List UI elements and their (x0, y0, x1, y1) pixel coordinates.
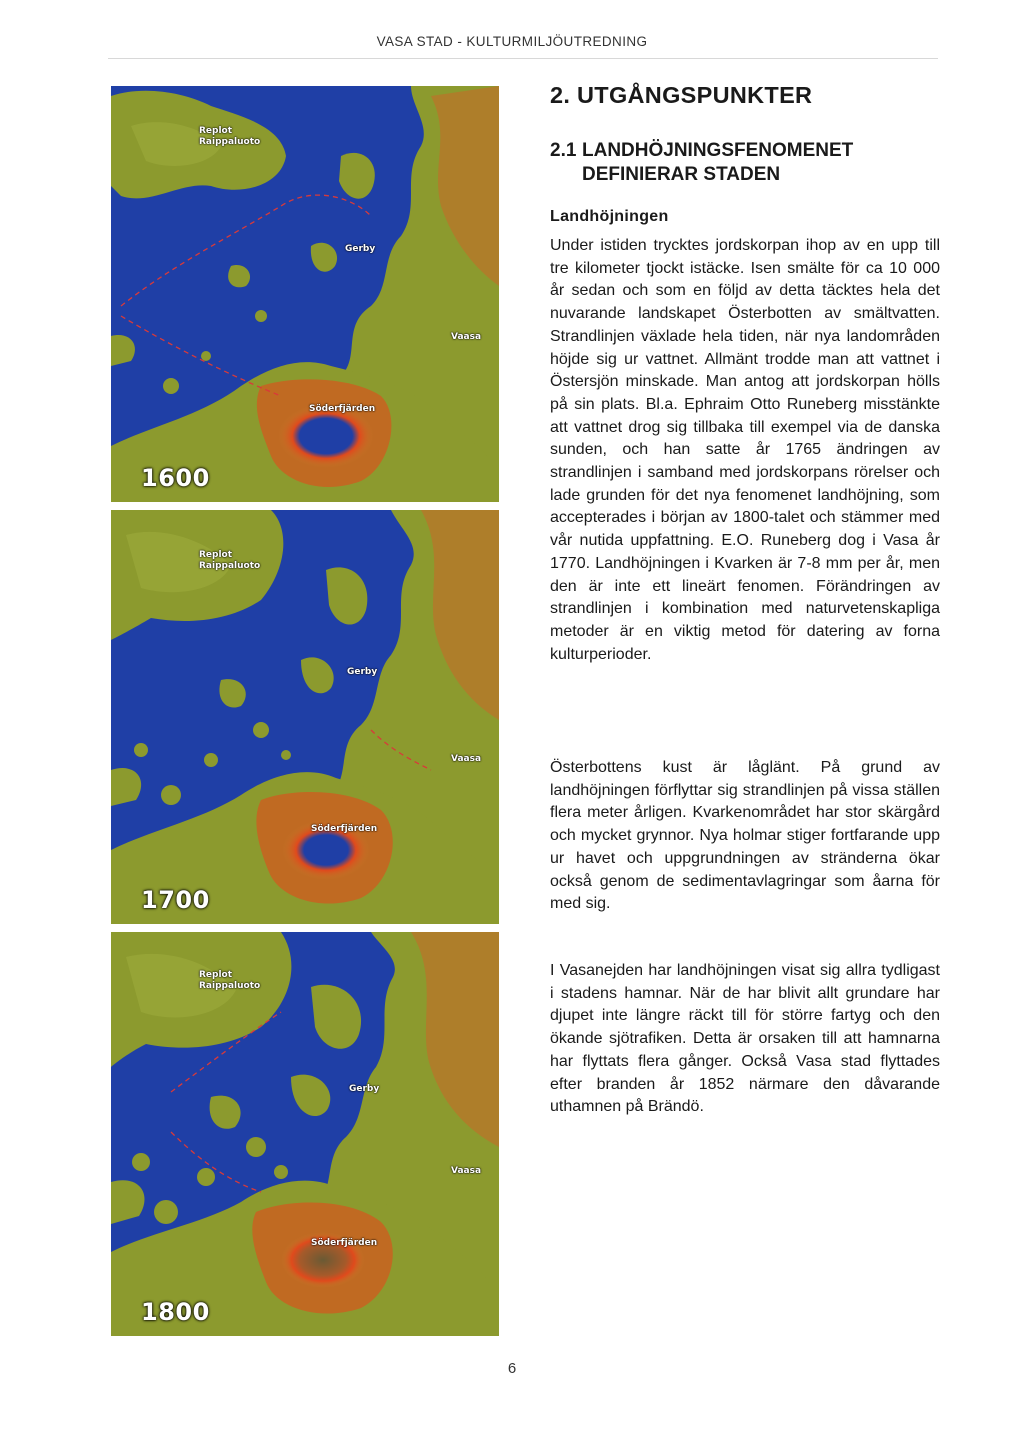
section-title-line1: LANDHÖJNINGSFENOMENET (582, 140, 854, 161)
subheading: Landhöjningen (550, 208, 669, 225)
subheading-block (550, 208, 940, 226)
paragraph-3-block (550, 960, 940, 1119)
map-label-soderfjarden: Söderfjärden (309, 404, 376, 414)
map-label-gerby: Gerby (349, 1084, 380, 1094)
map-year-1700: 1700 (141, 886, 210, 914)
paragraph: Österbottens kust är låglänt. På grund av landhöjningen förflyttar sig strandlinjen på vissa ställen flera meter årligen. Kvarkenområdet har stor skärgård och mycket grynnor. Nya holmar stiger fortfarande upp ur havet och uppgrundningen av stränderna ökar också genom de sedimentavlagringar som åarna för med sig. (550, 759, 940, 913)
map-label-soderfjarden: Söderfjärden (311, 1238, 378, 1248)
map-label-vaasa: Vaasa (451, 1166, 482, 1176)
section-heading (550, 139, 940, 187)
map-panel-1600 (111, 86, 499, 502)
map-label-gerby: Gerby (345, 244, 376, 254)
map-year-1800: 1800 (141, 1298, 210, 1326)
section-number: 2.1 (550, 140, 577, 161)
map-image-1600 (111, 86, 499, 502)
header-rule (108, 58, 938, 59)
page-number: 6 (507, 1360, 517, 1377)
chapter-title: 2. UTGÅNGSPUNKTER (550, 82, 813, 108)
map-image-1700 (111, 510, 499, 924)
paragraph: I Vasanejden har landhöjningen visat sig allra tydligast i stadens hamnar. När de har blivit allt grundare har djupet inte längre räckt till för större fartyg och den ökande sjötrafiken. Detta är orsaken till att hamnarna har flyttats flera gånger. Också Vasa stad flyttades efter branden år 1852 närmare den dåvarande uthamnen på Brändö. (550, 962, 940, 1116)
map-image-1800 (111, 932, 499, 1336)
map-label-vaasa: Vaasa (451, 332, 482, 342)
article-column (550, 82, 940, 109)
map-panel-1700 (111, 510, 499, 924)
paragraph-1-block (550, 235, 940, 666)
section-title-line2: DEFINIERAR STADEN (582, 164, 781, 185)
map-label-replot: Replot Raippaluoto (199, 970, 261, 991)
map-panel-1800 (111, 932, 499, 1336)
map-year-1600: 1600 (141, 464, 210, 492)
running-header: VASA STAD - KULTURMILJÖUTREDNING (376, 34, 648, 49)
map-label-gerby: Gerby (347, 667, 378, 677)
map-label-vaasa: Vaasa (451, 754, 482, 764)
map-label-replot: Replot Raippaluoto (199, 126, 261, 147)
section-title (550, 139, 940, 187)
paragraph: Under istiden trycktes jordskorpan ihop av en upp till tre kilometer tjockt istäcke. Isen smälte för ca 10 000 år sedan och som en följd av detta täcktes hela det nuvarande landskapet Österbotten av smältvatten. Strandlinjen växlade hela tiden, när nya landområden höjde sig ur vattnet. Allmänt trodde man att vattnet i Östersjön minskade. Man antog att jordskorpan hölls på sin plats. Bl.a. Ephraim Otto Runeberg misstänkte att vattnet drog sig tillbaka till exempel via de danska sunden, och han satte år 1765 ändringen av strandlinjen i samband med jordskorpans rörelser och lade grunden för det nya fenomenet landhöjning, som accepterades i början av 1800-talet och stämmer med vår nutida uppfattning. E.O. Runeberg dog i Vasa år 1770. Landhöjningen i Kvarken är 7-8 mm per år, men den är inte ett lineärt fenomen. Förändringen av strandlinjen i kombination med naturvetenskapliga metoder är en viktig metod för datering av forna kulturperioder. (550, 237, 940, 663)
map-label-soderfjarden: Söderfjärden (311, 824, 378, 834)
paragraph-2-block (550, 757, 940, 916)
map-label-replot: Replot Raippaluoto (199, 550, 261, 571)
